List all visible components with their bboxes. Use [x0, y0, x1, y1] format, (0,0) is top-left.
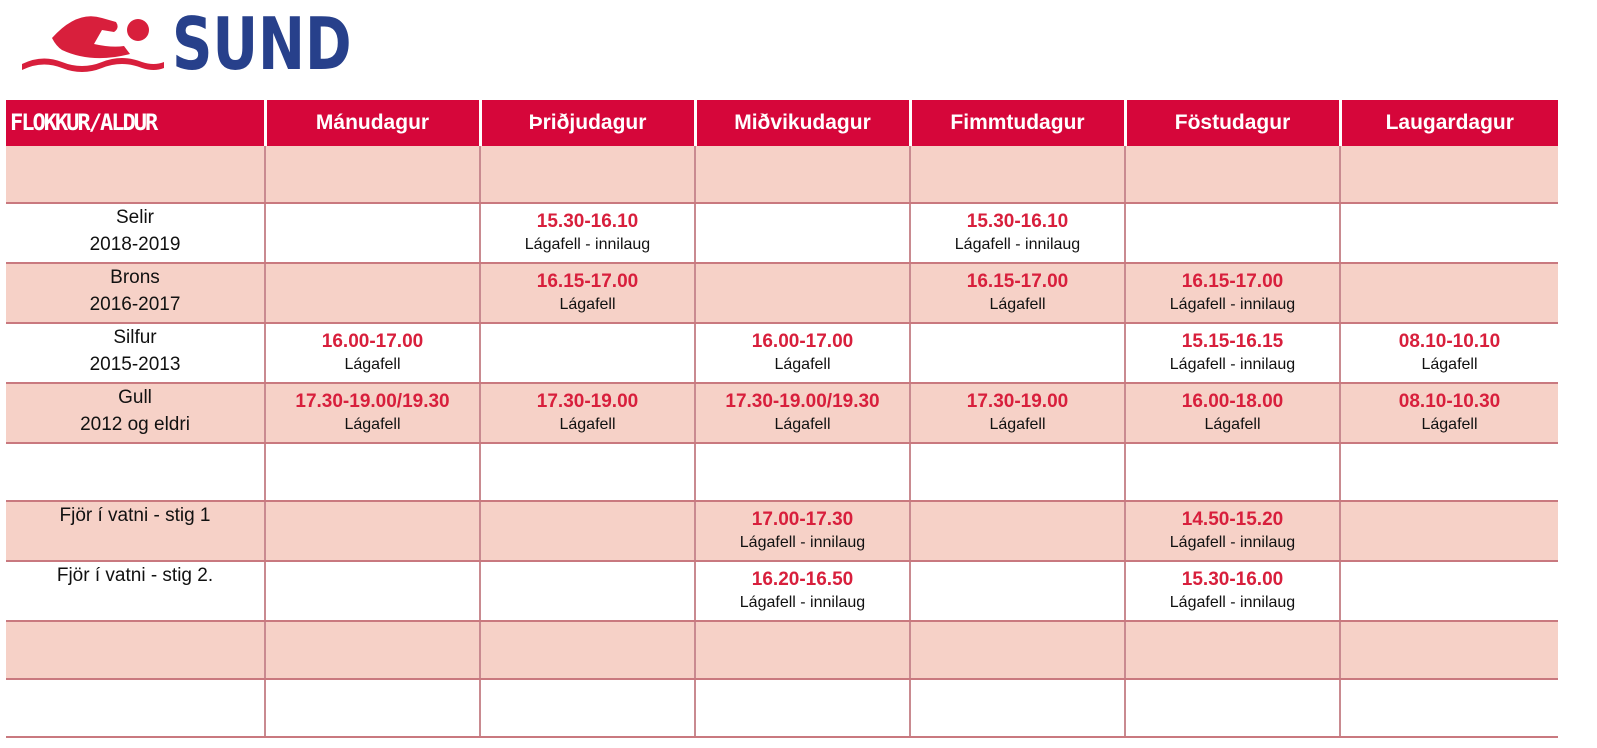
schedule-cell: [695, 383, 910, 443]
group-label-cell: [6, 203, 265, 263]
group-label-cell: [6, 323, 265, 383]
table-row: [6, 621, 1558, 679]
schedule-cell: [480, 203, 695, 263]
table-row: [6, 146, 1558, 203]
table-row: [6, 203, 1558, 263]
schedule-cell: [1340, 679, 1558, 737]
schedule-cell: [265, 679, 480, 737]
schedule-cell: [910, 621, 1125, 679]
table-row: [6, 501, 1558, 561]
table-row: [6, 383, 1558, 443]
schedule-cell: [265, 203, 480, 263]
schedule-cell: [910, 203, 1125, 263]
schedule-cell: [265, 323, 480, 383]
session-time: 16.00-18.00: [1181, 391, 1284, 412]
schedule-cell: [1340, 621, 1558, 679]
header-friday: Föstudagur: [1125, 100, 1340, 146]
session-location: Lágafell - innilaug: [739, 534, 866, 551]
group-label-cell: [6, 443, 265, 501]
schedule-cell: [265, 383, 480, 443]
header-thursday: Fimmtudagur: [910, 100, 1125, 146]
session-location: Lágafell: [559, 296, 616, 313]
schedule-cell: [265, 263, 480, 323]
schedule-cell: [480, 443, 695, 501]
schedule-cell: [910, 501, 1125, 561]
session-location: Lágafell: [774, 416, 831, 433]
group-label-cell: [6, 561, 265, 621]
header-group-age: FLOKKUR/ALDUR: [6, 100, 265, 146]
group-label-cell: [6, 501, 265, 561]
schedule-cell: [265, 621, 480, 679]
schedule-cell: [480, 679, 695, 737]
schedule-cell: [1340, 443, 1558, 501]
schedule-cell: [910, 263, 1125, 323]
group-years: 2012 og eldri: [80, 414, 190, 435]
group-name: Fjör í vatni - stig 1: [59, 505, 211, 526]
schedule-cell: [480, 263, 695, 323]
schedule-table: [6, 100, 1558, 738]
schedule-cell: [695, 621, 910, 679]
schedule-cell: [695, 679, 910, 737]
session-time: 16.00-17.00: [751, 331, 854, 352]
header-monday: Mánudagur: [265, 100, 480, 146]
schedule-cell: [1125, 263, 1340, 323]
group-label-cell: [6, 621, 265, 679]
session-location: Lágafell - innilaug: [524, 236, 651, 253]
header-tuesday: Þriðjudagur: [480, 100, 695, 146]
session-location: Lágafell - innilaug: [1169, 594, 1296, 611]
schedule-cell: [910, 443, 1125, 501]
session-time: 17.30-19.00: [966, 391, 1069, 412]
group-name: Selir: [115, 207, 154, 228]
schedule-cell: [695, 501, 910, 561]
session-location: Lágafell: [1204, 416, 1261, 433]
schedule-cell: [265, 443, 480, 501]
schedule-cell: [1125, 621, 1340, 679]
session-time: 17.30-19.00: [536, 391, 639, 412]
group-years: 2015-2013: [89, 354, 181, 375]
session-time: 16.15-17.00: [536, 271, 639, 292]
group-name: Silfur: [113, 327, 157, 348]
schedule-cell: [1340, 203, 1558, 263]
schedule-cell: [1125, 203, 1340, 263]
group-years: 2016-2017: [89, 294, 181, 315]
schedule-cell: [695, 323, 910, 383]
schedule-cell: [1340, 323, 1558, 383]
header-saturday: Laugardagur: [1340, 100, 1558, 146]
schedule-cell: [910, 323, 1125, 383]
schedule-cell: [480, 561, 695, 621]
session-location: Lágafell: [774, 356, 831, 373]
schedule-cell: [1125, 323, 1340, 383]
session-time: 15.30-16.10: [966, 211, 1069, 232]
session-location: Lágafell: [1421, 416, 1478, 433]
session-location: Lágafell: [989, 296, 1046, 313]
session-time: 17.00-17.30: [751, 509, 854, 530]
logo-text: SUND: [172, 2, 352, 86]
session-location: Lágafell - innilaug: [954, 236, 1081, 253]
schedule-cell: [1340, 146, 1558, 203]
session-location: Lágafell: [1421, 356, 1478, 373]
table-row: [6, 323, 1558, 383]
session-time: 15.30-16.10: [536, 211, 639, 232]
schedule-cell: [1340, 263, 1558, 323]
schedule-cell: [910, 561, 1125, 621]
session-time: 17.30-19.00/19.30: [725, 391, 880, 412]
schedule-cell: [265, 561, 480, 621]
table-row: [6, 561, 1558, 621]
table-row: [6, 679, 1558, 737]
group-label-cell: [6, 679, 265, 737]
schedule-cell: [1340, 383, 1558, 443]
schedule-cell: [695, 146, 910, 203]
header-wednesday: Miðvikudagur: [695, 100, 910, 146]
session-time: 15.15-16.15: [1181, 331, 1284, 352]
session-location: Lágafell - innilaug: [1169, 534, 1296, 551]
group-label-cell: [6, 146, 265, 203]
group-label-cell: [6, 263, 265, 323]
session-location: Lágafell - innilaug: [1169, 356, 1296, 373]
schedule-cell: [695, 263, 910, 323]
schedule-cell: [480, 383, 695, 443]
schedule-cell: [910, 146, 1125, 203]
session-time: 16.20-16.50: [751, 569, 854, 590]
group-name: Brons: [110, 267, 160, 288]
schedule-cell: [695, 203, 910, 263]
schedule-cell: [1340, 561, 1558, 621]
schedule-cell: [1340, 501, 1558, 561]
session-time: 16.15-17.00: [1181, 271, 1284, 292]
schedule-cell: [480, 323, 695, 383]
schedule-cell: [265, 501, 480, 561]
schedule-cell: [910, 383, 1125, 443]
session-location: Lágafell - innilaug: [1169, 296, 1296, 313]
group-years: 2018-2019: [89, 234, 181, 255]
swimmer-icon: [22, 8, 167, 80]
table-row: [6, 443, 1558, 501]
schedule-cell: [480, 501, 695, 561]
schedule-cell: [1125, 501, 1340, 561]
session-time: 08.10-10.10: [1398, 331, 1501, 352]
schedule-cell: [480, 146, 695, 203]
schedule-cell: [1125, 679, 1340, 737]
session-time: 14.50-15.20: [1181, 509, 1284, 530]
table-row: [6, 263, 1558, 323]
group-name: Fjör í vatni - stig 2.: [56, 565, 214, 586]
session-time: 08.10-10.30: [1398, 391, 1501, 412]
session-time: 16.15-17.00: [966, 271, 1069, 292]
schedule-cell: [1125, 443, 1340, 501]
session-time: 15.30-16.00: [1181, 569, 1284, 590]
schedule-cell: [1125, 383, 1340, 443]
schedule-cell: [265, 146, 480, 203]
session-location: Lágafell: [559, 416, 616, 433]
group-name: Gull: [118, 387, 152, 408]
session-location: Lágafell: [344, 416, 401, 433]
session-location: Lágafell - innilaug: [739, 594, 866, 611]
schedule-cell: [1125, 561, 1340, 621]
schedule-cell: [695, 443, 910, 501]
schedule-cell: [910, 679, 1125, 737]
schedule-cell: [480, 621, 695, 679]
group-label-cell: [6, 383, 265, 443]
session-location: Lágafell: [344, 356, 401, 373]
session-location: Lágafell: [989, 416, 1046, 433]
session-time: 16.00-17.00: [321, 331, 424, 352]
schedule-cell: [695, 561, 910, 621]
session-time: 17.30-19.00/19.30: [295, 391, 450, 412]
header-row: [6, 100, 1558, 146]
schedule-cell: [1125, 146, 1340, 203]
